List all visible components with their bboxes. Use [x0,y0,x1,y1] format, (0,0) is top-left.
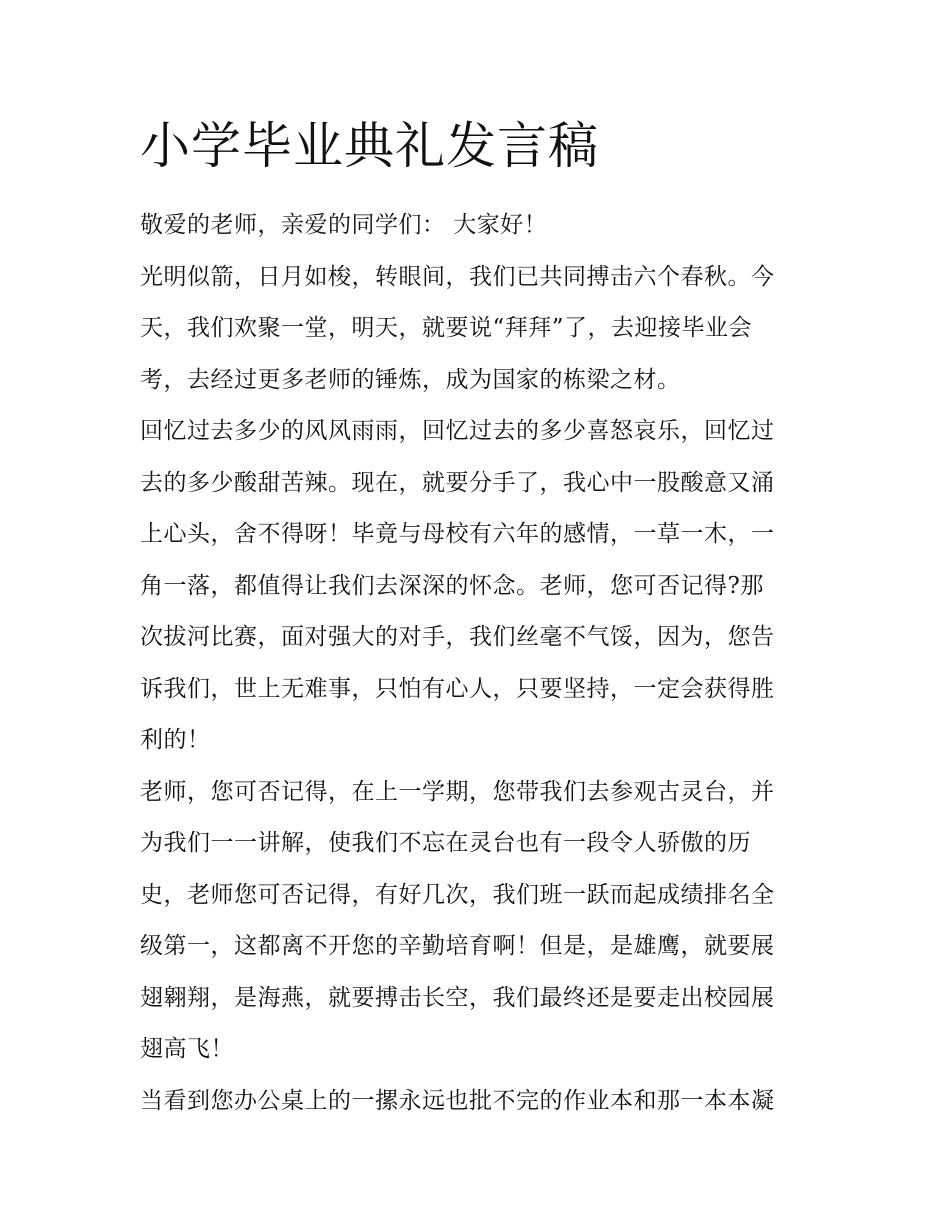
document-title: 小学毕业典礼发言稿 [140,117,599,175]
text-line: 为我们一一讲解，使我们不忘在灵台也有一段令人骄傲的历 [140,830,751,856]
paragraph-memories [140,406,812,767]
text-line: 去的多少酸甜苦辣。现在，就要分手了，我心中一股酸意又涌 [140,469,775,496]
text-line: 回忆过去多少的风风雨雨，回忆过去的多少喜怒哀乐，回忆过 [140,418,775,444]
text-line: 诉我们，世上无难事，只怕有心人，只要坚持，一定会获得胜 [140,675,775,702]
document-body [140,200,812,1127]
text-line: 角一落，都值得让我们去深深的怀念。老师，您可否记得?那 [140,572,764,599]
text-line: 上心头，舍不得呀！毕竟与母校有六年的感情，一草一木，一 [140,521,775,547]
text-line: 次拔河比赛，面对强大的对手，我们丝毫不气馁，因为，您告 [140,624,775,650]
text-line: 光明似箭，日月如梭，转眼间，我们已共同搏击六个春秋。今 [140,263,775,290]
text-line: 翅翱翔，是海燕，就要搏击长空，我们最终还是要走出校园展 [140,984,775,1011]
text-line: 史，老师您可否记得，有好几次，我们班一跃而起成绩排名全 [140,881,775,908]
text-line: 当看到您办公桌上的一摞永远也批不完的作业本和那一本本凝 [140,1087,775,1114]
text-line: 天，我们欢聚一堂，明天，就要说“拜拜”了，去迎接毕业会 [140,315,753,341]
text-line: 老师，您可否记得，在上一学期，您带我们去参观古灵台，并 [140,778,775,805]
paragraph-teacher [140,767,812,1076]
text-line: 利的！ [140,727,211,753]
text-line: 考，去经过更多老师的锤炼，成为国家的栋梁之材。 [140,366,681,393]
paragraph-greeting [140,200,812,252]
paragraph-intro [140,252,812,407]
text-line: 敬爱的老师，亲爱的同学们： 大家好！ [140,212,548,238]
text-line: 翅高飞！ [140,1036,234,1062]
text-line: 级第一，这都离不开您的辛勤培育啊！但是，是雄鹰，就要展 [140,933,775,959]
paragraph-closing [140,1076,812,1128]
